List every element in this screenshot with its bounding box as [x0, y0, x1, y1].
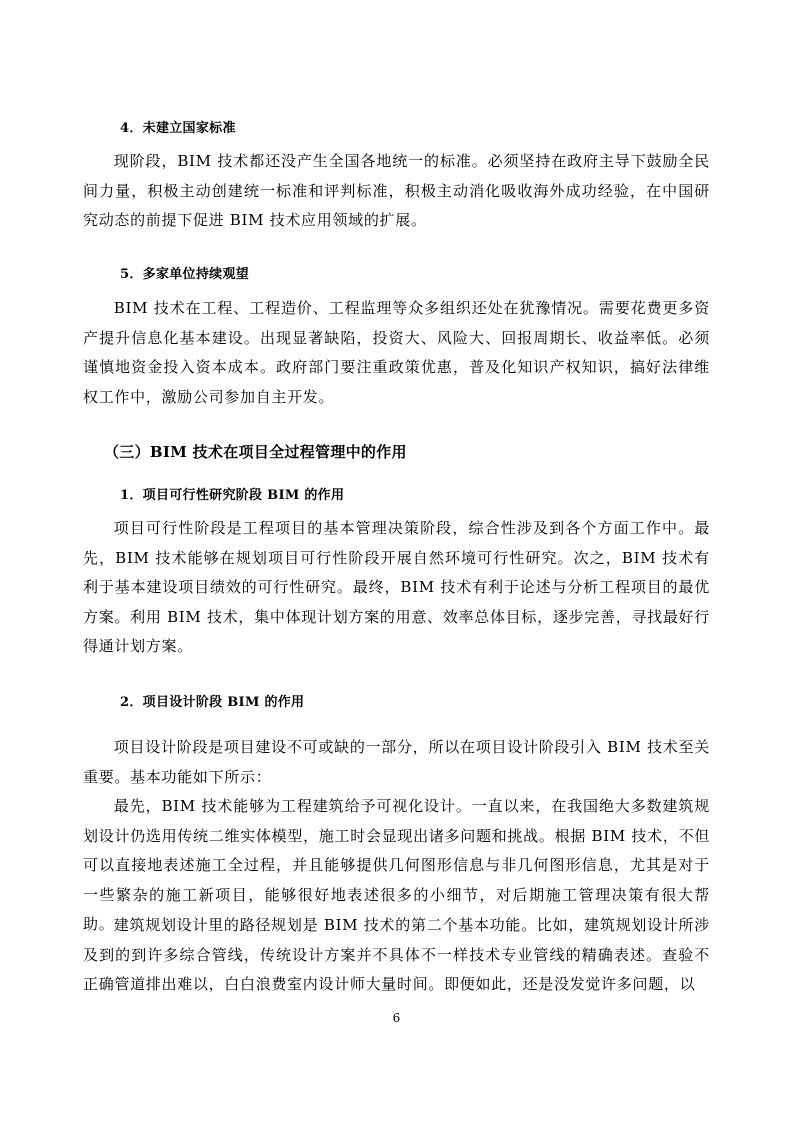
- paragraph-visualization: 最先，BIM 技术能够为工程建筑给予可视化设计。一直以来，在我国绝大多数建筑规划设计仍选用传统二维实体模型，施工时会显现出诸多问题和挑战。根据 BIM 技术，不但可以直接地表述施工全过程，并且能够提供几何图形信息与非几何图形信息，尤其是对于一些繁杂的施工新项目，能够很好地表述很多的小细节，对后期施工管理决策有很大帮助。: [83, 797, 710, 934]
- section-heading-2: 2．项目设计阶段 BIM 的作用: [120, 695, 305, 710]
- page-number: 6: [392, 1011, 401, 1025]
- section-heading-4: 4．未建立国家标准: [120, 121, 236, 136]
- chapter-heading-3: （三）BIM 技术在项目全过程管理中的作用: [104, 443, 407, 461]
- section-heading-1: 1．项目可行性研究阶段 BIM 的作用: [120, 488, 345, 503]
- paragraph-feasibility: 项目可行性阶段是工程项目的基本管理决策阶段，综合性涉及到各个方面工作中。最先，BIM 技术能够在规划项目可行性阶段开展自然环境可行性研究。次之，BIM 技术有利于基本建设项目绩效的可行性研究。最终，BIM 技术有利于论述与分析工程项目的最优方案。利用 BIM 技术，集中体现计划方案的用意、效率总体目标，逐步完善，寻找最好行得通计划方案。: [83, 519, 710, 656]
- paragraph-path-planning: 建筑规划设计里的路径规划是 BIM 技术的第二个基本功能。比如，建筑规划设计所涉及到的到许多综合管线，传统设计方案并不具体不一样技术专业管线的精确表述。查验不正确管道排出难以，白白浪费室内设计师大量时间。即便如此，还是没发觉许多问题，以: [83, 916, 710, 994]
- section-heading-5: 5．多家单位持续观望: [120, 267, 250, 282]
- paragraph-standards: 现阶段，BIM 技术都还没产生全国各地统一的标准。必须坚持在政府主导下鼓励全民间力量，积极主动创建统一标准和评判标准，积极主动消化吸收海外成功经验，在中国研究动态的前提下促进 BIM 技术应用领域的扩展。: [83, 152, 710, 230]
- paragraph-design-intro: 项目设计阶段是项目建设不可或缺的一部分，所以在项目设计阶段引入 BIM 技术至关重要。基本功能如下所示：: [83, 738, 710, 786]
- paragraph-observing: BIM 技术在工程、工程造价、工程监理等众多组织还处在犹豫情况。需要花费更多资产提升信息化基本建设。出现显著缺陷，投资大、风险大、回报周期长、收益率低。必须谨慎地资金投入资本成本。政府部门要注重政策优惠，普及化知识产权知识，搞好法律维权工作中，激励公司参加自主开发。: [83, 299, 710, 406]
